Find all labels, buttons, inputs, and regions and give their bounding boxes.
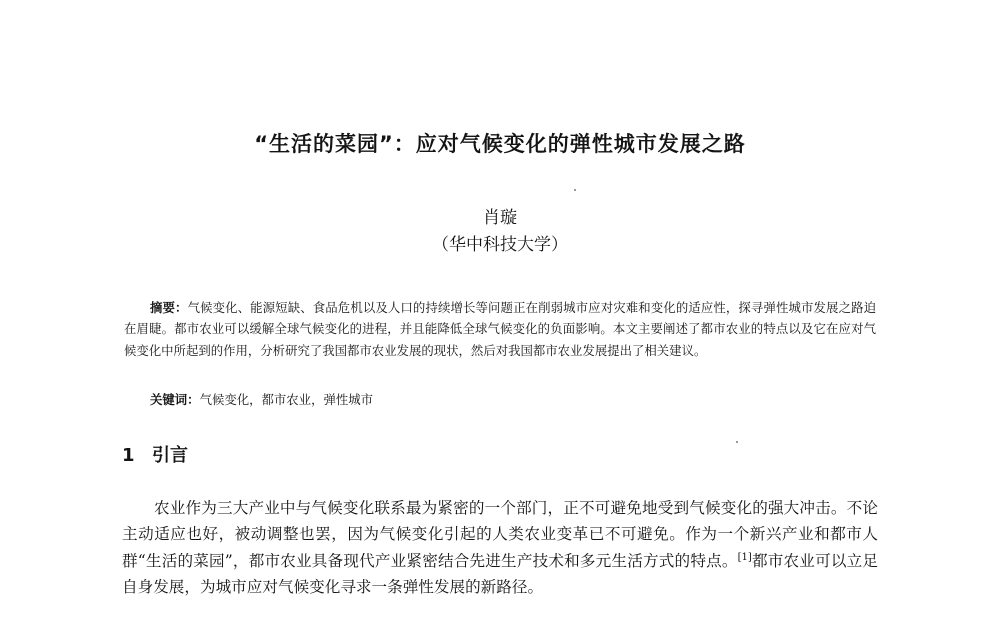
- scan-speck: [736, 441, 738, 443]
- abstract: [124, 297, 876, 361]
- paper-title: “生活的菜园”：应对气候变化的弹性城市发展之路: [254, 132, 746, 156]
- author-affiliation: （华中科技大学）: [432, 235, 568, 255]
- paragraph-text-part1: 农业作为三大产业中与气候变化联系最为紧密的一个部门，正不可避免地受到气候变化的强大冲击。不论主动适应也好，被动调整也罢，因为气候变化引起的人类农业变革已不可避免。作为一个新兴产业和都市人群“生活的菜园”，都市农业具备现代产业紧密结合先进生产技术和多元生活方式的特点。: [122, 499, 878, 570]
- section-title: 引言: [152, 445, 188, 466]
- paragraph-text-part2: 都市农业可以立足自身发展，为城市应对气候变化寻求一条弹性发展的新路径。: [122, 551, 878, 597]
- author-name: 肖璇: [483, 208, 517, 228]
- keywords-text: 气候变化，都市农业，弹性城市: [199, 392, 374, 407]
- introduction-paragraph: [122, 495, 878, 601]
- abstract-label: 摘要：: [150, 300, 188, 315]
- keywords: [150, 389, 876, 410]
- keywords-label: 关键词：: [150, 392, 200, 407]
- section-number: 1: [122, 445, 135, 466]
- citation-reference: [1]: [737, 551, 752, 563]
- abstract-text: 气候变化、能源短缺、食品危机以及人口的持续增长等问题正在削弱城市应对灾难和变化的适应性，探寻弹性城市发展之路迫在眉睫。都市农业可以缓解全球气候变化的进程，并且能降低全球气候变化的负面影响。本文主要阐述了都市农业的特点以及它在应对气候变化中所起到的作用，分析研究了我国都市农业发展的现状，然后对我国都市农业发展提出了相关建议。: [124, 300, 877, 358]
- section-heading-introduction: [122, 441, 188, 467]
- scan-speck: [574, 189, 576, 191]
